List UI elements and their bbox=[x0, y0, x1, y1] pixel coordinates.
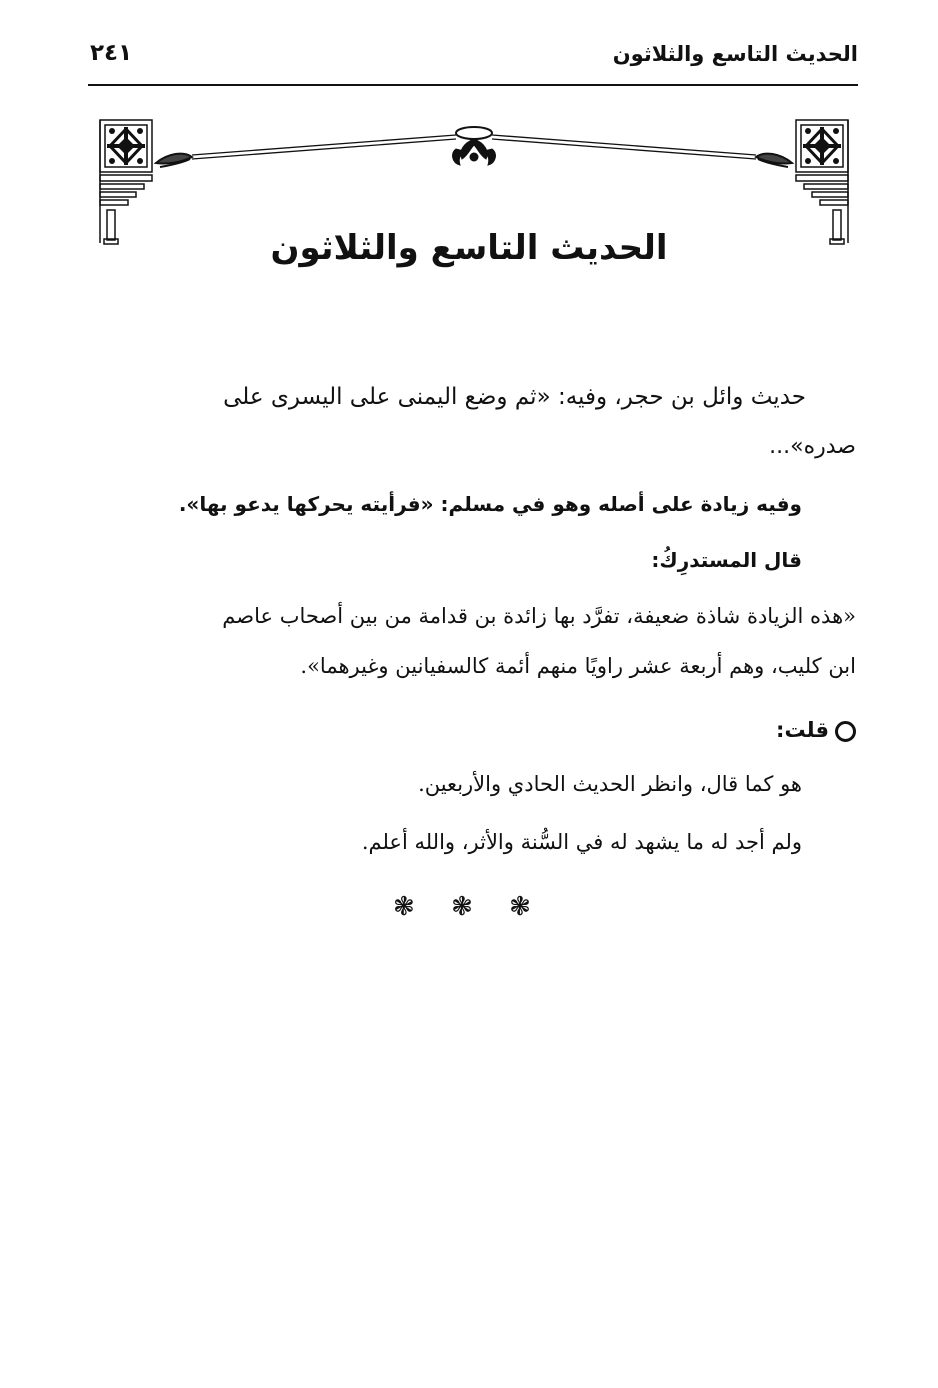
addition-paragraph: وفيه زيادة على أصله وهو في مسلم: «فرأيته يحركها يدعو بها». bbox=[178, 492, 802, 516]
running-header bbox=[88, 36, 858, 86]
right-lattice bbox=[803, 127, 841, 165]
mustadrik-label: قال المستدرِكُ: bbox=[651, 548, 802, 572]
quote-line-2: ابن كليب، وهم أربعة عشر راويًا منهم أئمة كالسفيانين وغيرهما». bbox=[300, 654, 856, 678]
reply-line-1: هو كما قال، وانظر الحديث الحادي والأربعين. bbox=[418, 772, 802, 796]
qultu-heading bbox=[776, 718, 856, 742]
quote-line-1: «هذه الزيادة شاذة ضعيفة، تفرَّد بها زائدة بن قدامة من بين أصحاب عاصم bbox=[222, 604, 856, 628]
page-number: ٢٤١ bbox=[90, 40, 133, 66]
section-separator: ❃ ❃ ❃ bbox=[393, 892, 545, 922]
running-title: الحديث التاسع والثلاثون bbox=[612, 42, 858, 66]
left-leaf-ornament bbox=[156, 154, 192, 167]
circle-bullet-icon bbox=[835, 721, 856, 742]
reply-line-2: ولم أجد له ما يشهد له في السُّنة والأثر، والله أعلم. bbox=[361, 830, 802, 854]
left-lattice bbox=[107, 127, 145, 165]
chapter-title: الحديث التاسع والثلاثون bbox=[270, 228, 668, 268]
qultu-label: قلت: bbox=[776, 718, 829, 742]
hadith-line-1: حديث وائل بن حجر، وفيه: «ثم وضع اليمنى على اليسرى على bbox=[223, 384, 806, 410]
right-leaf-ornament bbox=[756, 154, 792, 167]
hadith-line-2: صدره»... bbox=[769, 434, 856, 459]
center-medallion bbox=[453, 127, 496, 165]
